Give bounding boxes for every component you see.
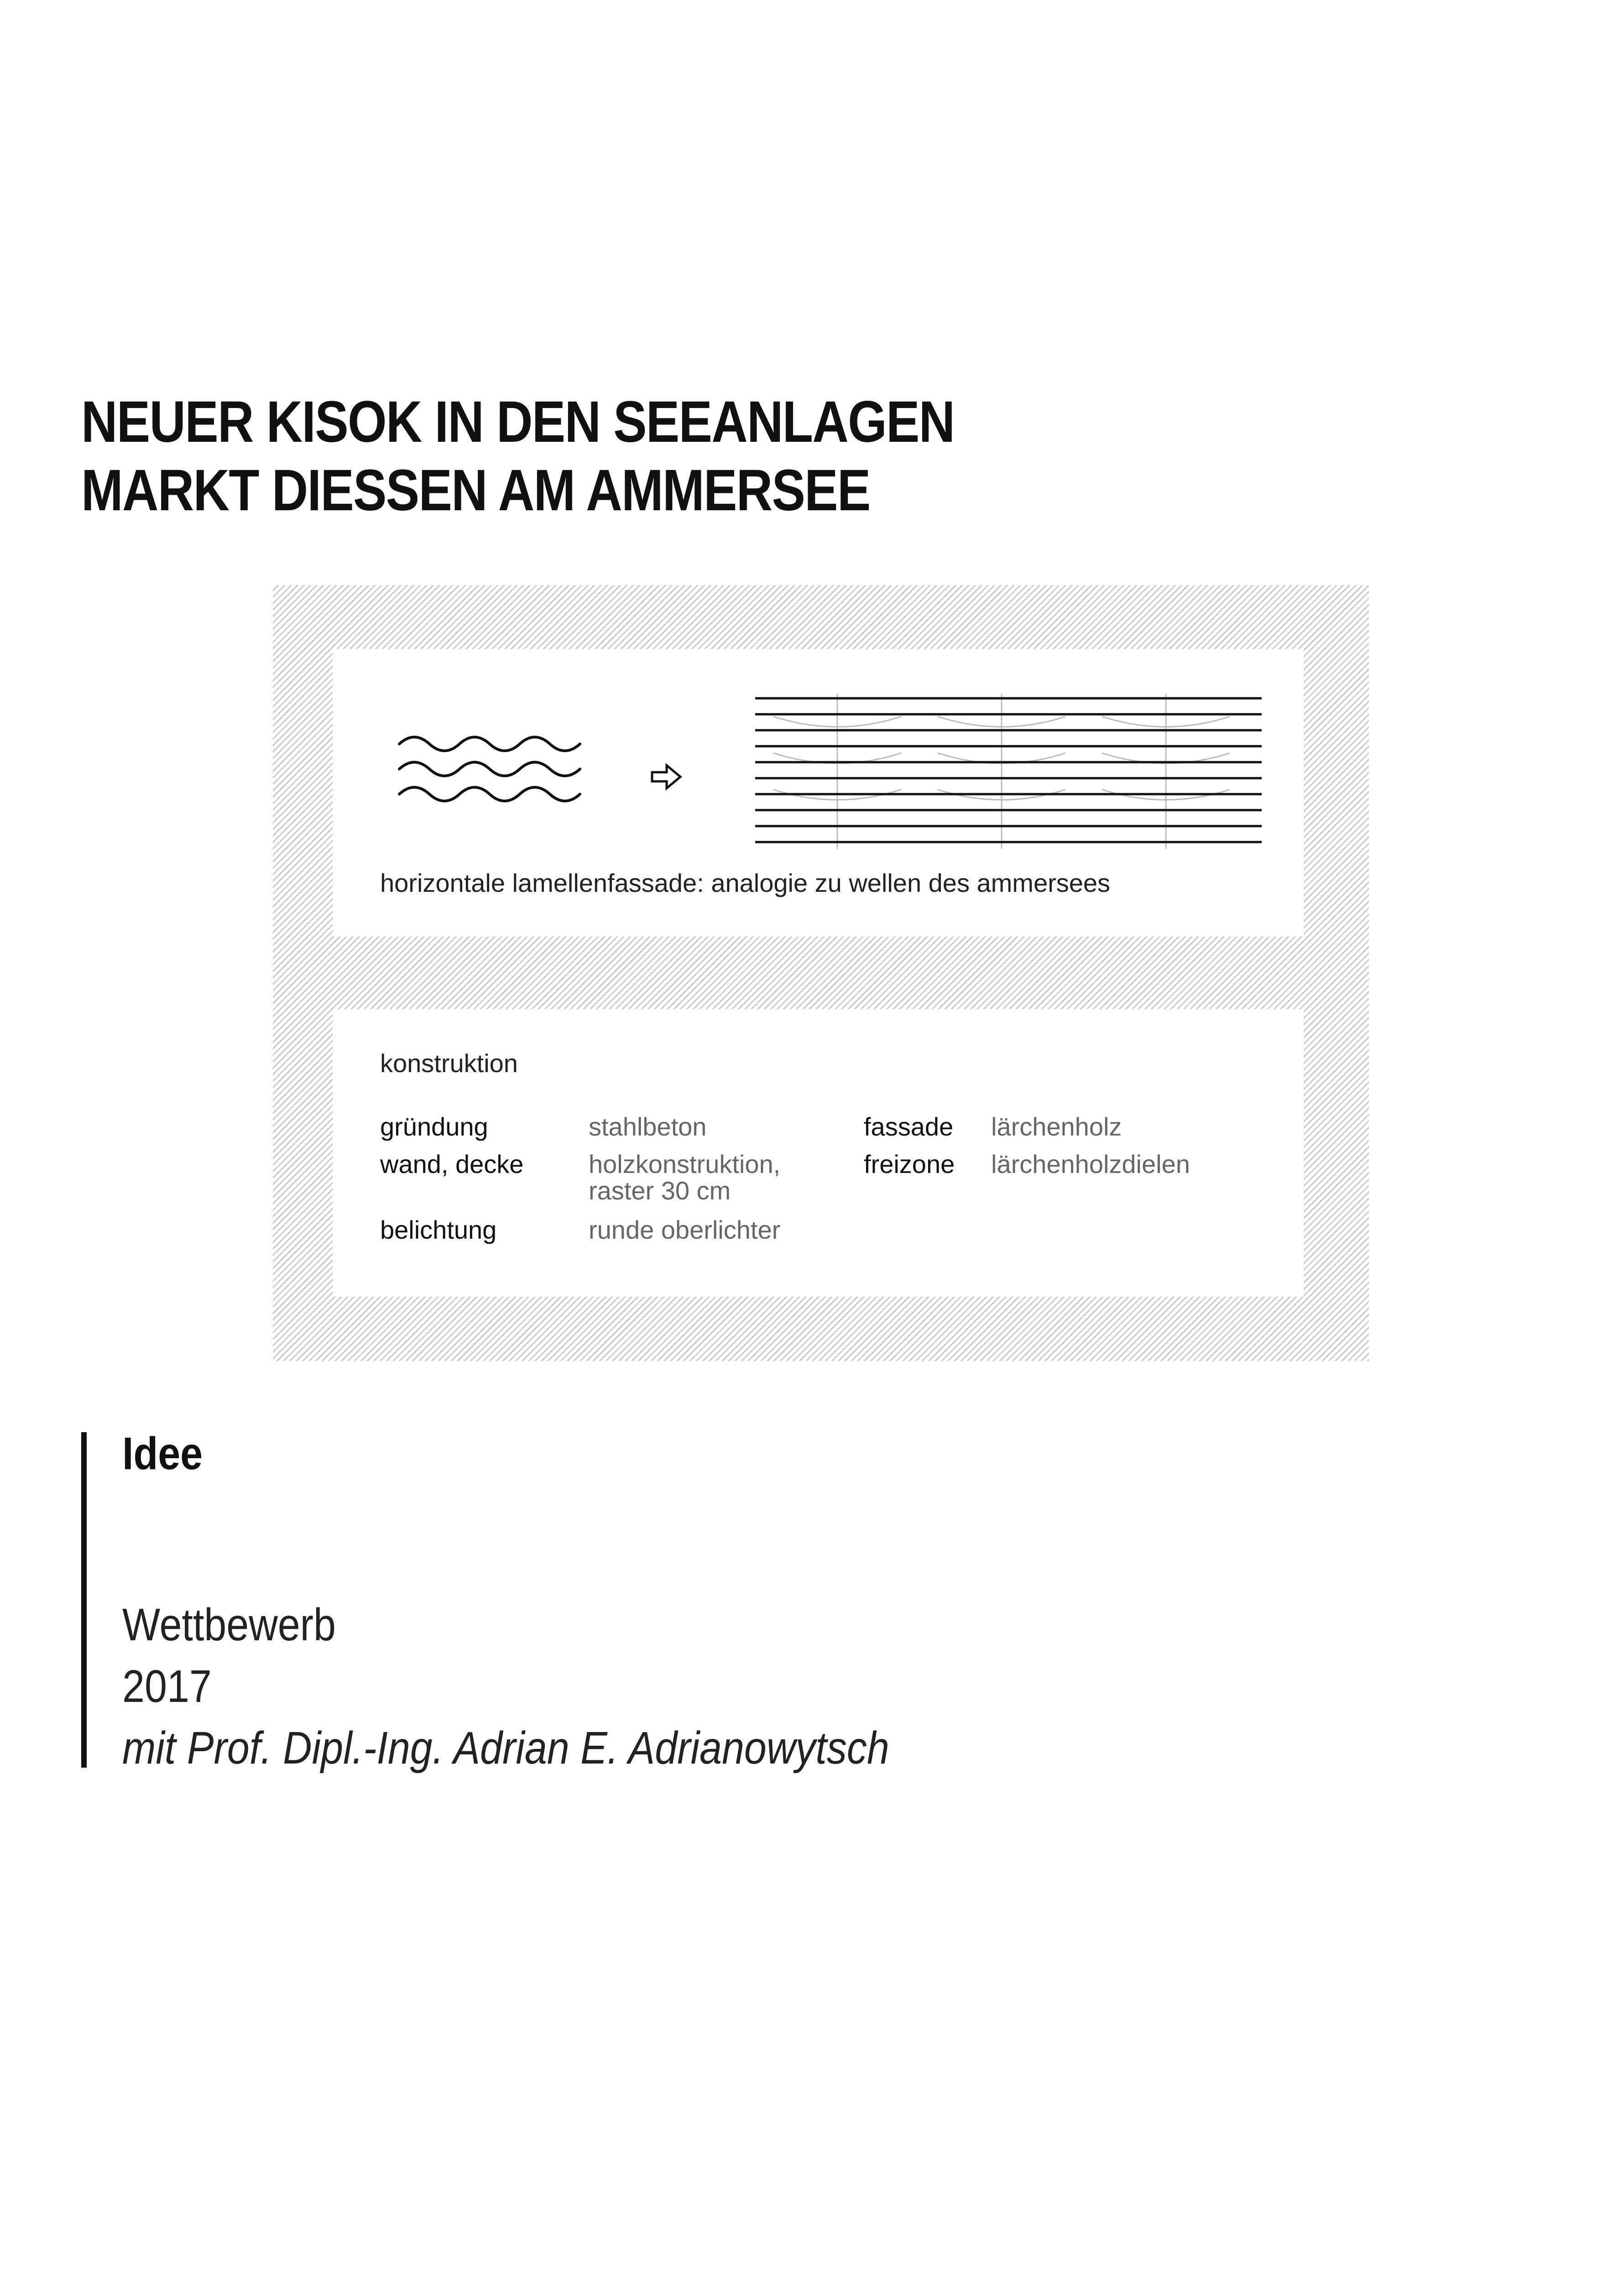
value-gruendung: stahlbeton	[589, 1112, 707, 1141]
page-title	[81, 388, 954, 525]
concept-caption: horizontale lamellenfassade: analogie zu wellen des ammersees	[380, 869, 1111, 897]
value-wand-decke: holzkonstruktion,	[589, 1150, 781, 1178]
construction-heading: konstruktion	[380, 1049, 518, 1078]
title-line-2: MARKT DIESSEN AM AMMERSEE	[81, 458, 870, 523]
project-collaborator: mit Prof. Dipl.-Ing. Adrian E. Adrianowytsch	[122, 1722, 889, 1774]
accent-bar	[81, 1432, 87, 1768]
label-freizone: freizone	[864, 1150, 955, 1178]
arrow-right-icon	[650, 763, 682, 790]
label-belichtung: belichtung	[380, 1215, 497, 1244]
project-type: Wettbewerb	[122, 1599, 336, 1650]
waves-icon	[397, 730, 589, 812]
label-fassade: fassade	[864, 1112, 954, 1141]
value-wand-decke-line2: raster 30 cm	[589, 1176, 731, 1205]
value-belichtung: runde oberlichter	[589, 1215, 781, 1244]
label-gruendung: gründung	[380, 1112, 488, 1141]
lamella-facade-diagram	[755, 694, 1262, 849]
project-year: 2017	[122, 1661, 212, 1712]
value-fassade: lärchenholz	[991, 1112, 1122, 1141]
title-line-1: NEUER KISOK IN DEN SEEANLAGEN	[81, 389, 955, 455]
value-freizone: lärchenholzdielen	[991, 1150, 1190, 1178]
project-phase: Idee	[122, 1428, 203, 1479]
label-wand-decke: wand, decke	[380, 1150, 524, 1178]
